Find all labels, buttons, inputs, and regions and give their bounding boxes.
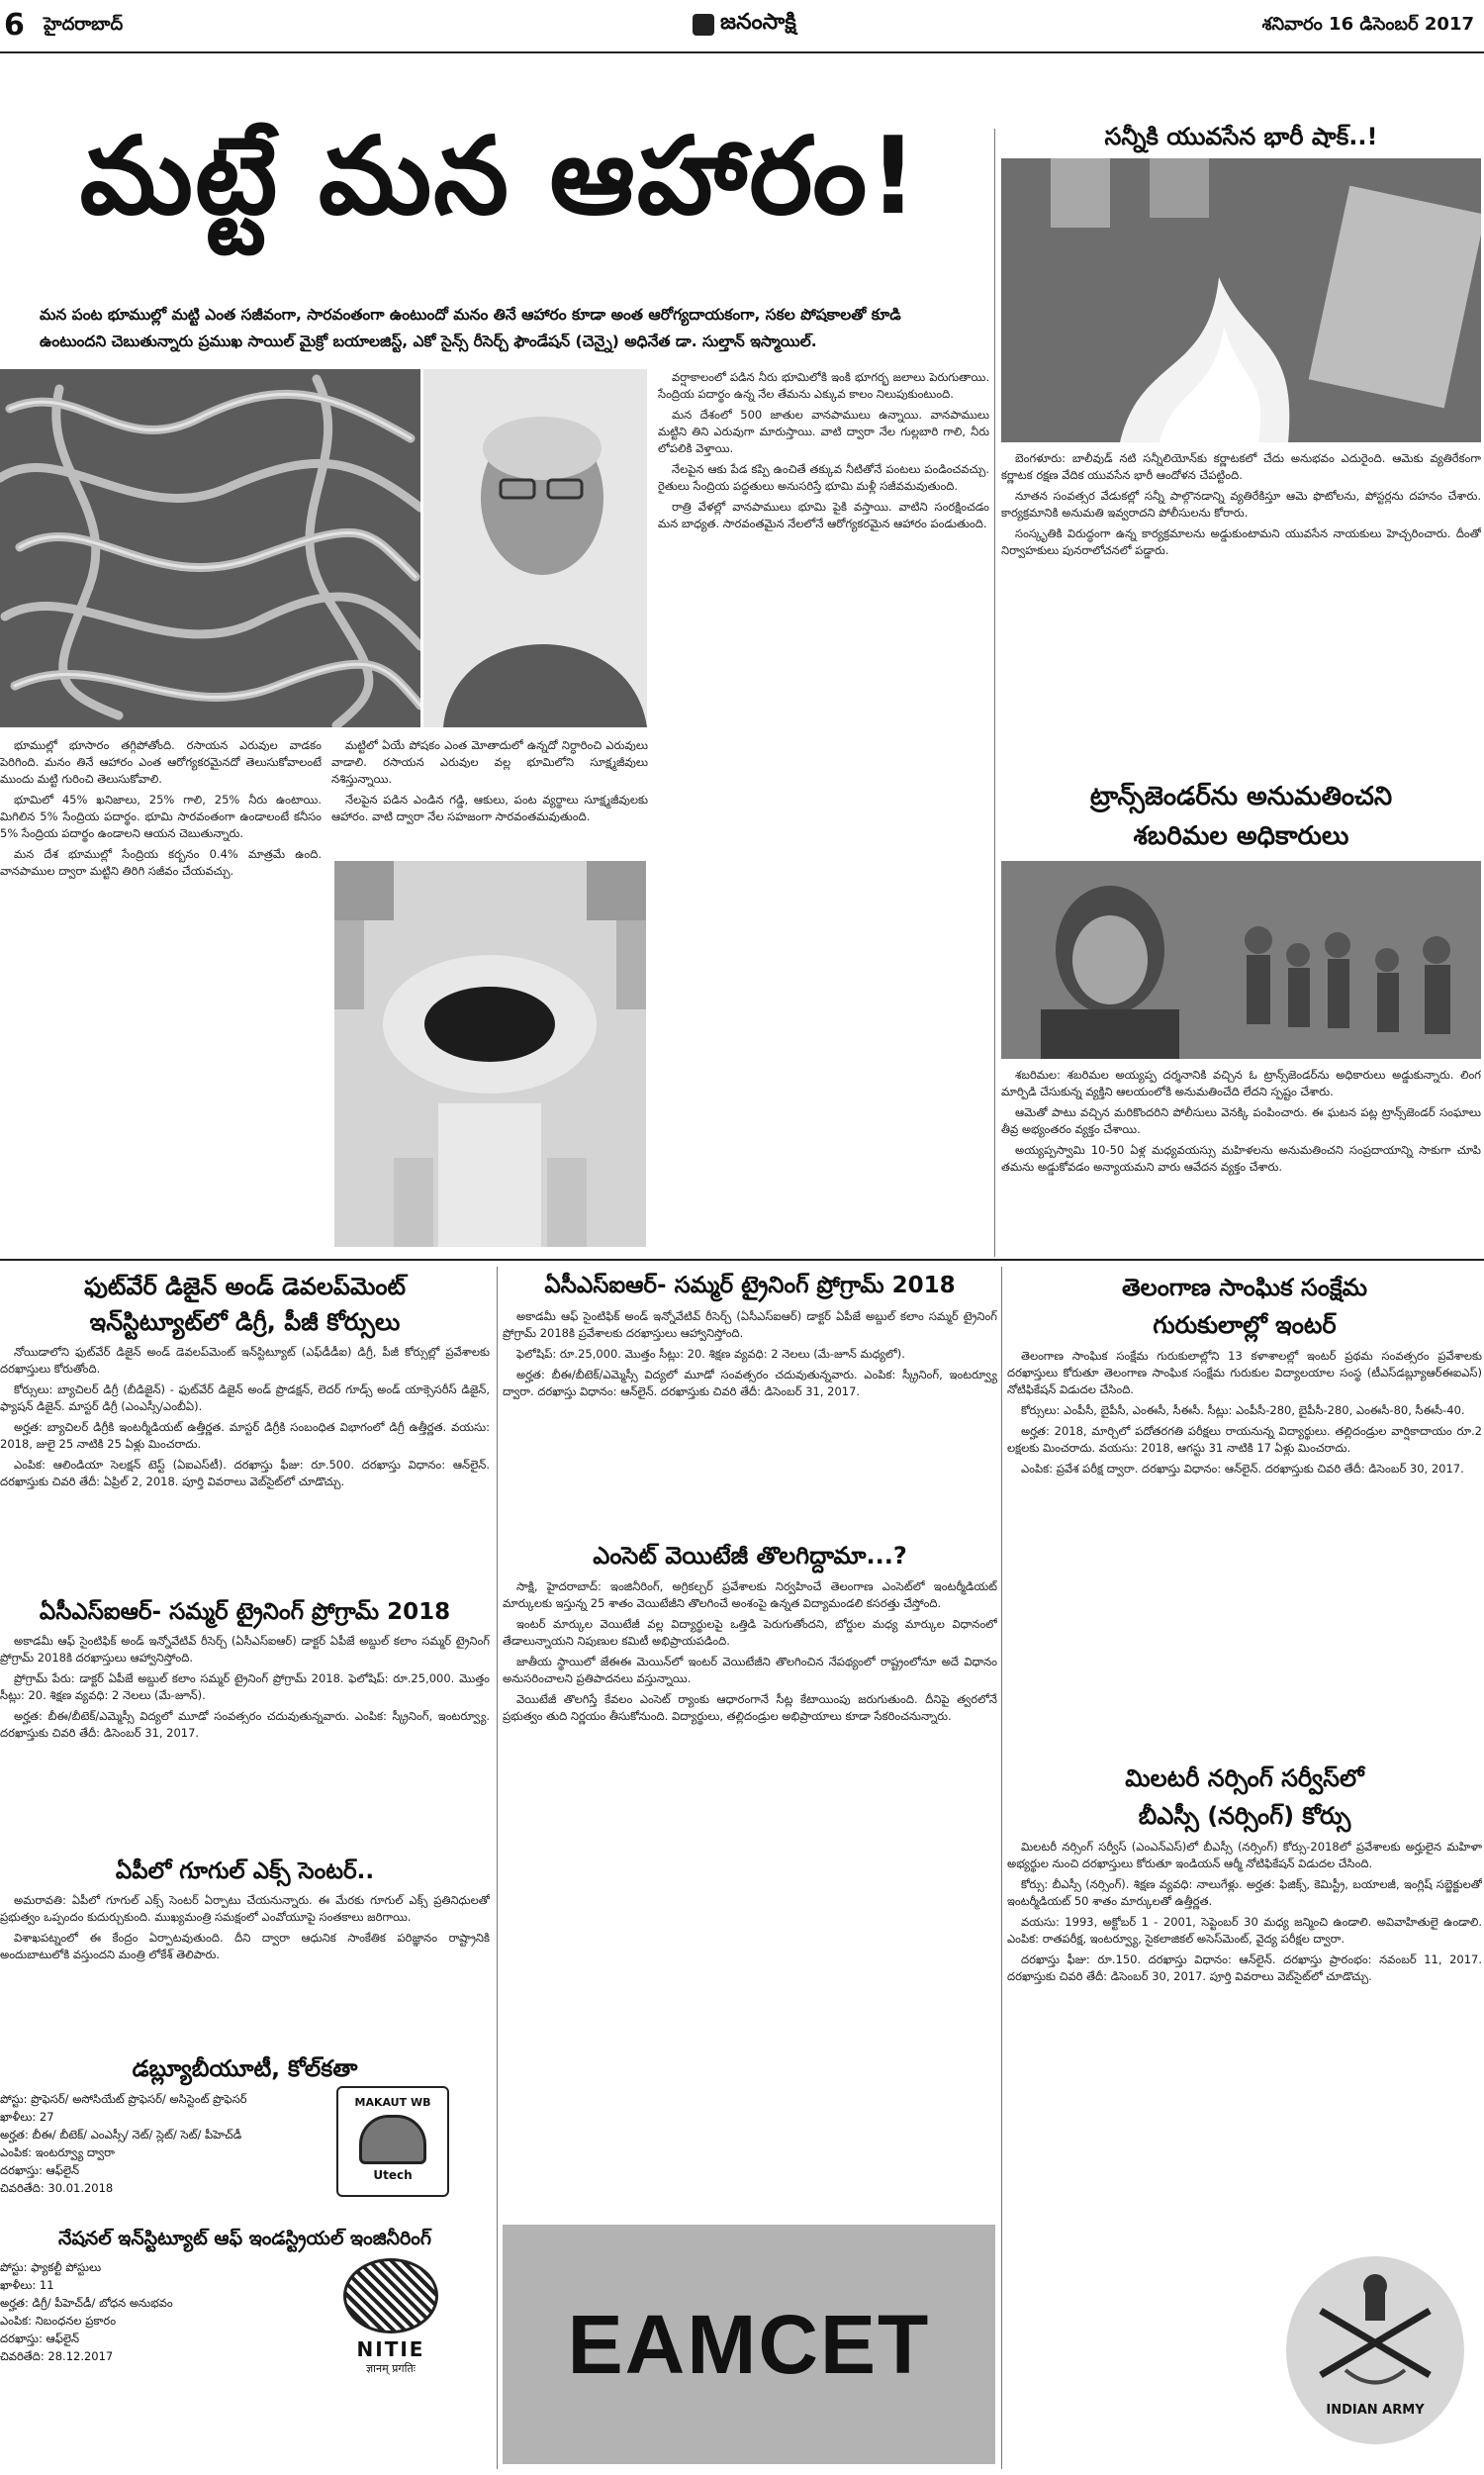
masthead-icon xyxy=(693,14,714,36)
fddi-body xyxy=(0,1344,490,1593)
sabarimala-pilgrims-photo xyxy=(1001,861,1481,1059)
summer-mid-para: అర్హత: బీఈ/బీటెక్/ఎమ్మెస్సీ విద్యలో మూడో సంవత్సరం చదువుతున్నవారు. ఎంపిక: స్క్రీనింగ్, ఇంటర్వ్యూ ద్వారా. దరఖాస్తు విధానం: ఆన్‌లైన్. దరఖాస్తుకు చివరి తేదీ: డిసెంబర్ 31, 2017. xyxy=(503,1368,997,1398)
pixelated-graphic xyxy=(334,861,646,1247)
main-col2-para: నేలపైన పడిన ఎండిన గడ్డి, ఆకులు, పంట వ్యర్థాలు సూక్ష్మజీవులకు ఆహారం. వాటి ద్వారా నేల సహజంగా సారవంతమవుతుంది. xyxy=(331,793,648,823)
bottom-divider-right xyxy=(1001,1267,1002,2469)
fddi-para: కోర్సులు: బ్యాచిలర్ డిగ్రీ (బీడిజైన్) - ఫుట్‌వేర్ డిజైన్ అండ్ ప్రొడక్షన్, లెదర్ గూడ్స్ అండ్ యాక్సెసరీస్ డిజైన్, ఫ్యాషన్ డిజైన్. మాస్టర్ డిగ్రీ (ఎంఎస్సీ/ఎంబీఏ). xyxy=(0,1382,490,1413)
main-col1-para: మన దేశ భూముల్లో సేంద్రియ కర్బనం 0.4% మాత్రమే ఉంది. వానపాముల ద్వారా మట్టిని తిరిగి సజీవం చేయవచ్చు. xyxy=(0,847,322,878)
issue-date: శనివారం 16 డిసెంబర్ 2017 xyxy=(1261,14,1474,35)
main-col3-para: నేలపైన ఆకు పేడ కప్పి ఉంచితే తక్కువ నీటితోనే పంటలు పండించవచ్చు. రైతులు సేంద్రియ పద్ధతులు అనుసరిస్తే భూమి మళ్లీ సజీవమవుతుంది. xyxy=(658,462,989,493)
main-col2 xyxy=(331,737,648,825)
wbut-line: చివరితేది: 30.01.2018 xyxy=(0,2181,114,2195)
military-para: దరఖాస్తు ఫీజు: రూ.150. దరఖాస్తు విధానం: ఆన్‌లైన్. దరఖాస్తు ప్రారంభం: నవంబర్ 11, 2017. దరఖాస్తుకు చివరి తేదీ: డిసెంబర్ 30, 2017. పూర్తి వివరాలు వెబ్‌సైట్‌లో చూడొచ్చు. xyxy=(1007,1952,1482,1983)
earthworms-photo xyxy=(0,369,420,727)
wbut-line: అర్హత: బీఈ/ బీటెక్/ ఎంఎస్సీ/ నెట్/ స్లెట్/ సెట్/ పీహెచ్‌డీ xyxy=(0,2128,242,2142)
pixelated-soil-photo xyxy=(334,861,646,1247)
eamcet-para: జాతీయ స్థాయిలో జేఈఈ మెయిన్‌లో ఇంటర్ వెయిటేజీని తొలగించిన నేపథ్యంలో రాష్ట్రంలోనూ అదే విధానం అనుసరించాలని ప్రతిపాదనలు వస్తున్నాయి. xyxy=(503,1655,997,1685)
nitie-logo-sub: ज्ञानम् प्रगतिः xyxy=(366,2362,416,2375)
makaut-logo-sub: Utech xyxy=(373,2168,413,2182)
fddi-para: అర్హత: బ్యాచిలర్ డిగ్రీకి ఇంటర్మీడియట్ ఉత్తీర్ణత. మాస్టర్ డిగ్రీకి సంబంధిత విభాగంలో డిగ్రీ ఉత్తీర్ణత. వయసు: 2018, జులై 25 నాటికి 25 ఏళ్లు మించరాదు. xyxy=(0,1420,490,1451)
fddi-para: ఎంపిక: ఆలిండియా సెలక్షన్ టెస్ట్ (ఏఐఎస్‌టీ). దరఖాస్తు ఫీజు: రూ.500. దరఖాస్తు విధానం: ఆన్‌లైన్. దరఖాస్తుకు చివరి తేదీ: ఏప్రిల్ 2, 2018. పూర్తి వివరాలు వెబ్‌సైట్‌లో చూడొచ్చు. xyxy=(0,1458,490,1488)
fddi-para: నోయిడాలోని ఫుట్‌వేర్ డిజైన్ అండ్ డెవలప్‌మెంట్ ఇన్‌స్టిట్యూట్ (ఎఫ్‌డీడీఐ) డిగ్రీ, పీజీ కోర్సుల్లో ప్రవేశాలకు దరఖాస్తులు కోరుతోంది. xyxy=(0,1345,490,1376)
wbut-line: పోస్టు: ప్రొఫెసర్/ అసోసియేట్ ప్రొఫెసర్/ అసిస్టెంట్ ప్రొఫెసర్ xyxy=(0,2092,247,2106)
army-emblem-icon xyxy=(1286,2256,1464,2405)
main-col3-para: మన దేశంలో 500 జాతుల వానపాములు ఉన్నాయి. వానపాములు మట్టిని తిని ఎరువుగా మారుస్తాయి. వాటి ద్వారా నేల గుల్లబారి గాలి, నీరు లోపలికి వెళ్తాయి. xyxy=(658,408,989,455)
telangana-para: అర్హత: 2018, మార్చిలో పదోతరగతి పరీక్షలు రాయనున్న విద్యార్థులు. తల్లిదండ్రుల వార్షికాదాయం రూ.2 లక్షలకు మించరాదు. వయసు: 2018, ఆగస్టు 31 నాటికి 17 ఏళ్లు మించరాదు. xyxy=(1007,1424,1482,1455)
sunny-para: బెంగళూరు: బాలీవుడ్ నటి సన్నీలియోన్‌కు కర్ణాటకలో చేదు అనుభవం ఎదురైంది. ఆమెకు వ్యతిరేకంగా కర్ణాటక రక్షణ వేదిక యువసేన భారీ ఆందోళన చేపట్టింది. xyxy=(1001,451,1481,482)
military-headline xyxy=(1007,1760,1482,1835)
indian-army-caption: INDIAN ARMY xyxy=(1326,2403,1425,2418)
subhead-line-2: ఉంటుందని చెబుతున్నారు ప్రముఖ సాయిల్ మైక్రో బయాలజిస్ట్, ఎకో సైన్స్ రీసెర్చ్ ఫౌండేషన్ (చెన్నై) అధినేత డా. సుల్తాన్ ఇస్మాయిల్. xyxy=(40,333,817,350)
sunny-body xyxy=(1001,450,1481,772)
military-para: మిలటరీ నర్సింగ్ సర్వీస్ (ఎంఎన్ఎస్)లో బీఎస్సీ (నర్సింగ్) కోర్సు-2018లో ప్రవేశాలకు అర్హులైన మహిళా అభ్యర్థుల నుంచి దరఖాస్తులు కోరుతూ ఇండియన్ ఆర్మీ నోటిఫికేషన్ విడుదల చేసింది. xyxy=(1007,1840,1482,1870)
summer-left-para: ప్రోగ్రామ్ పేరు: డాక్టర్ ఏపీజే అబ్దుల్ కలాం సమ్మర్ ట్రైనింగ్ ప్రోగ్రామ్ 2018. ఫెలోషిప్: రూ.25,000. మొత్తం సీట్లు: 20. శిక్షణ వ్యవధి: 2 నెలలు (మే-జూన్). xyxy=(0,1671,490,1702)
protest-burning-photo xyxy=(1001,158,1481,442)
wbut-headline: డబ్ల్యూబీయూటీ, కోల్‌కతా xyxy=(132,2056,358,2082)
military-para: వయసు: 1993, అక్టోబర్ 1 - 2001, సెప్టెంబర్ 30 మధ్య జన్మించి ఉండాలి. అవివాహితులై ఉండాలి. ఎంపిక: రాతపరీక్ష, ఇంటర్వ్యూ, సైకలాజికల్ అసెస్‌మెంట్, వైద్య పరీక్షల ద్వారా. xyxy=(1007,1915,1482,1946)
eamcet-banner-text: EAMCET xyxy=(567,2297,931,2391)
sabarimala-para: అయ్యప్పస్వామి 10-50 ఏళ్ల మధ్యవయస్సు మహిళలను అనుమతించని సంప్రదాయాన్ని సాకుగా చూపి తమను అడ్డుకోవడం అన్యాయమని వారు ఆవేదన వ్యక్తం చేశారు. xyxy=(1001,1143,1481,1174)
main-col3-para: రాత్రి వేళల్లో వానపాములు భూమి పైకి వస్తాయి. వాటిని సంరక్షించడం మన బాధ్యత. సారవంతమైన నేలలోనే ఆరోగ్యకరమైన ఆహారం పండుతుంది. xyxy=(658,500,989,530)
main-col3 xyxy=(658,369,989,532)
google-headline: ఏపీలో గూగుల్ ఎక్స్ సెంటర్.. xyxy=(115,1858,375,1884)
sabarimala-headline-line1: ట్రాన్స్‌జెండర్‌ను అనుమతించని xyxy=(1089,782,1393,811)
nitie-line: అర్హత: డిగ్రీ/ పీహెచ్‌డీ/ బోధన అనుభవం xyxy=(0,2296,173,2310)
main-col1 xyxy=(0,737,322,880)
eamcet-para: సాక్షి, హైదరాబాద్: ఇంజినీరింగ్, అగ్రికల్చర్ ప్రవేశాలకు నిర్వహించే తెలంగాణ ఎంసెట్‌లో ఇంటర్మీడియట్ మార్కులకు ఇస్తున్న 25 శాతం వెయిటేజీని తొలగించే అంశంపై ఉన్నత విద్యామండలి కసరత్తు చేస్తోంది. xyxy=(503,1579,997,1610)
page-number: 6 xyxy=(4,8,25,43)
telangana-headline-line1: తెలంగాణ సాంఘిక సంక్షేమ xyxy=(1122,1274,1367,1301)
nitie-line: ఎంపిక: నిబంధనల ప్రకారం xyxy=(0,2314,117,2328)
protest-graphic xyxy=(1001,158,1481,442)
masthead-logo xyxy=(693,8,796,42)
military-headline-line1: మిలటరీ నర్సింగ్ సర్వీస్‌లో xyxy=(1125,1764,1364,1792)
indian-army-logo xyxy=(1286,2256,1464,2444)
telangana-headline-line2: గురుకులాల్లో ఇంటర్ xyxy=(1153,1311,1337,1339)
city-label: హైదరాబాద్ xyxy=(44,14,124,35)
fddi-headline-line1: ఫుట్‌వేర్ డిజైన్ అండ్ డెవలప్‌మెంట్ xyxy=(83,1273,407,1300)
sunny-para: నూతన సంవత్సర వేడుకల్లో సన్నీ పాల్గొనడాన్ని వ్యతిరేకిస్తూ ఆమె ఫొటోలను, పోస్టర్లను దహనం చేశారు. కార్యక్రమానికి అనుమతి ఇవ్వరాదని పోలీసులను కోరారు. xyxy=(1001,489,1481,520)
main-col3-block xyxy=(658,369,989,1248)
earthworms-graphic xyxy=(0,369,420,727)
summer-left-para: అకాడమీ ఆఫ్ సైంటిఫిక్ అండ్ ఇన్నోవేటివ్ రీసెర్చ్ (ఏసీఎస్ఐఆర్) డాక్టర్ ఏపీజే అబ్దుల్ కలాం సమ్మర్ ట్రైనింగ్ ప్రోగ్రామ్ 2018కి దరఖాస్తులు ఆహ్వానిస్తోంది. xyxy=(0,1634,490,1665)
main-col2-block xyxy=(331,737,648,846)
telangana-para: ఎంపిక: ప్రవేశ పరీక్ష ద్వారా. దరఖాస్తు విధానం: ఆన్‌లైన్. దరఖాస్తుకు చివరి తేదీ: డిసెంబర్ 30, 2017. xyxy=(1021,1462,1464,1475)
sabarimala-body xyxy=(1001,1067,1481,1255)
pilgrims-graphic xyxy=(1001,861,1481,1059)
makaut-logo-emblem xyxy=(359,2115,426,2164)
google-para: అమరావతి: ఏపీలో గూగుల్ ఎక్స్ సెంటర్ ఏర్పాటు చేయనున్నారు. ఈ మేరకు గూగుల్ ఎక్స్ ప్రతినిధులతో ప్రభుత్వం ఒప్పందం కుదుర్చుకుంది. ముఖ్యమంత్రి సమక్షంలో ఎంవోయూపై సంతకాలు జరిగాయి. xyxy=(0,1893,490,1924)
nitie-logo-text: NITIE xyxy=(356,2337,425,2361)
scientist-graphic xyxy=(423,369,647,727)
telangana-body xyxy=(1007,1348,1482,1754)
telangana-headline xyxy=(1007,1269,1482,1344)
summer-mid-headline: ఏసీఎస్ఐఆర్- సమ్మర్ ట్రైనింగ్ ప్రోగ్రామ్ 2018 xyxy=(544,1273,956,1298)
makaut-logo xyxy=(336,2086,449,2197)
summer-mid-body xyxy=(503,1308,997,1534)
fddi-headline xyxy=(0,1269,490,1340)
eamcet-headline: ఎంసెట్ వెయిటేజీ తొలగిద్దామా...? xyxy=(593,1542,907,1570)
wbut-line: దరఖాస్తు: ఆఫ్‌లైన్ xyxy=(0,2163,80,2177)
main-headline: మట్టే మన ఆహారం! xyxy=(79,115,920,238)
masthead-name: జనంసాక్షి xyxy=(720,10,796,35)
military-para: కోర్సు: బీఎస్సీ (నర్సింగ్). శిక్షణ వ్యవధి: నాలుగేళ్లు. అర్హత: ఫిజిక్స్, కెమిస్ట్రీ, బయాలజీ, ఇంగ్లిష్ సబ్జెక్టులతో ఇంటర్మీడియట్ 50 శాతం మార్కులతో ఉత్తీర్ణత. xyxy=(1007,1877,1482,1908)
summer-left-body xyxy=(0,1633,490,1851)
wbut-line: ఖాళీలు: 27 xyxy=(0,2110,54,2124)
main-subhead xyxy=(40,302,979,355)
nitie-line: పోస్టు: ఫ్యాకల్టీ పోస్టులు xyxy=(0,2260,102,2274)
nitie-line: దరఖాస్తు: ఆఫ్‌లైన్ xyxy=(0,2332,80,2345)
nitie-logo xyxy=(326,2258,455,2382)
sabarimala-headline-line2: శబరిమల అధికారులు xyxy=(1133,821,1349,851)
summer-left-headline: ఏసీఎస్ఐఆర్- సమ్మర్ ట్రైనింగ్ ప్రోగ్రామ్ 2018 xyxy=(39,1599,451,1625)
header-divider xyxy=(0,51,1484,53)
nitie-headline: నేషనల్ ఇన్‌స్టిట్యూట్ ఆఫ్ ఇండస్ట్రియల్ ఇంజినీరింగ్ xyxy=(58,2228,431,2249)
summer-mid-para: ఫెలోషిప్: రూ.25,000. మొత్తం సీట్లు: 20. శిక్షణ వ్యవధి: 2 నెలలు (మే-జూన్ మధ్యలో). xyxy=(516,1347,905,1361)
fddi-headline-line2: ఇన్‌స్టిట్యూట్‌లో డిగ్రీ, పీజీ కోర్సులు xyxy=(89,1308,401,1336)
header-bar xyxy=(0,0,1484,55)
military-headline-line2: బీఎస్సీ (నర్సింగ్) కోర్సు xyxy=(1138,1802,1351,1830)
sunny-headline: సన్నీకి యువసేన భారీ షాక్..! xyxy=(1104,123,1378,150)
nitie-line: చివరితేది: 28.12.2017 xyxy=(0,2349,114,2363)
main-col1-para: భూమిలో 45% ఖనిజాలు, 25% గాలి, 25% నీరు ఉంటాయి. మిగిలిన 5% సేంద్రియ పదార్థం. భూమి సారవంతంగా ఉండాలంటే కనీసం 5% సేంద్రియ పదార్థం ఉండాలని ఆయన చెబుతున్నారు. xyxy=(0,793,322,840)
main-col1-para: భూముల్లో భూసారం తగ్గిపోతోంది. రసాయన ఎరువుల వాడకం పెరిగింది. మనం తినే ఆహారం ఎంత ఆరోగ్యకరమైనదో తెలుసుకోవాలంటే ముందు మట్టి గురించి తెలుసుకోవాలి. xyxy=(0,738,322,786)
subhead-line-1: మన పంట భూముల్లో మట్టి ఎంత సజీవంగా, సారవంతంగా ఉంటుందో మనం తినే ఆహారం కూడా అంత ఆరోగ్యదాయకంగా, సకల పోషకాలతో కూడి xyxy=(40,306,901,324)
main-caption xyxy=(0,737,322,1252)
wbut-line: ఎంపిక: ఇంటర్వ్యూ ద్వారా xyxy=(0,2145,115,2159)
nitie-logo-emblem xyxy=(343,2258,438,2333)
main-col2-para: మట్టిలో ఏయే పోషకం ఎంత మోతాదులో ఉన్నదో నిర్ధారించి ఎరువులు వాడాలి. రసాయన ఎరువుల వల్ల భూమిలోని సూక్ష్మజీవులు నశిస్తున్నాయి. xyxy=(331,738,648,786)
sabarimala-headline xyxy=(1001,777,1481,856)
telangana-para: తెలంగాణ సాంఘిక సంక్షేమ గురుకులాల్లోని 13 కళాశాలల్లో ఇంటర్ ప్రథమ సంవత్సరం ప్రవేశాలకు దరఖాస్తులు కోరుతూ తెలంగాణ సాంఘిక సంక్షేమ గురుకుల విద్యాలయాల సంస్థ (టీఎస్‌డబ్ల్యూఆర్ఈఐఎస్) నోటిఫికేషన్ విడుదల చేసింది. xyxy=(1007,1349,1482,1396)
nitie-line: ఖాళీలు: 11 xyxy=(0,2278,54,2292)
scientist-portrait-photo xyxy=(423,369,647,727)
military-body xyxy=(1007,1839,1482,2205)
column-divider xyxy=(994,129,995,1257)
sabarimala-para: ఆమెతో పాటు వచ్చిన మరికొందరిని పోలీసులు వెనక్కి పంపించారు. ఈ ఘటన పట్ల ట్రాన్స్‌జెండర్ సంఘాలు తీవ్ర అభ్యంతరం వ్యక్తం చేశాయి. xyxy=(1001,1105,1481,1136)
sabarimala-para: శబరిమల: శబరిమల అయ్యప్ప దర్శనానికి వచ్చిన ఓ ట్రాన్స్‌జెండర్‌ను అధికారులు అడ్డుకున్నారు. లింగ మార్పిడి చేసుకున్న వ్యక్తిని ఆలయంలోకి అనుమతించేది లేదని స్పష్టం చేశారు. xyxy=(1001,1068,1481,1098)
summer-left-para: అర్హత: బీఈ/బీటెక్/ఎమ్మెస్సీ విద్యలో మూడో సంవత్సరం చదువుతున్నవారు. ఎంపిక: స్క్రీనింగ్, ఇంటర్వ్యూ. దరఖాస్తుకు చివరి తేదీ: డిసెంబర్ 31, 2017. xyxy=(0,1709,490,1740)
google-para: విశాఖపట్నంలో ఈ కేంద్రం ఏర్పాటవుతుంది. దీని ద్వారా ఆధునిక సాంకేతిక పరిజ్ఞానం రాష్ట్రానికి అందుబాటులోకి వస్తుందని మంత్రి లోకేశ్ తెలిపారు. xyxy=(0,1931,490,1961)
eamcet-banner xyxy=(503,2225,995,2464)
wbut-body xyxy=(0,2090,317,2219)
nitie-body xyxy=(0,2258,317,2387)
eamcet-para: ఇంటర్ మార్కుల వెయిటేజీ వల్ల విద్యార్థులపై ఒత్తిడి పెరుగుతోందని, బోర్డుల మధ్య మార్కుల విధానంలో తేడాలున్నాయని నిపుణుల కమిటీ అభిప్రాయపడింది. xyxy=(503,1617,997,1648)
makaut-logo-text: MAKAUT WB xyxy=(354,2096,431,2109)
eamcet-para: వెయిటేజీ తొలగిస్తే కేవలం ఎంసెట్ ర్యాంకు ఆధారంగానే సీట్ల కేటాయింపు జరుగుతుంది. దీనిపై త్వరలోనే ప్రభుత్వం తుది నిర్ణయం తీసుకోనుంది. విద్యార్థులు, తల్లిదండ్రుల అభిప్రాయాలు కూడా సేకరించనున్నారు. xyxy=(503,1692,997,1723)
telangana-para: కోర్సులు: ఎంపీసీ, బైపీసీ, ఎంఈసీ, సీఈసీ. సీట్లు: ఎంపీసీ-280, బైపీసీ-280, ఎంఈసీ-80, సీఈసీ-40. xyxy=(1021,1403,1465,1417)
bottom-divider-left xyxy=(497,1267,498,2469)
section-divider xyxy=(0,1259,1484,1261)
google-body xyxy=(0,1892,490,2041)
summer-mid-para: అకాడమీ ఆఫ్ సైంటిఫిక్ అండ్ ఇన్నోవేటివ్ రీసెర్చ్ (ఏసీఎస్ఐఆర్) డాక్టర్ ఏపీజే అబ్దుల్ కలాం సమ్మర్ ట్రైనింగ్ ప్రోగ్రామ్ 2018కి ప్రవేశాలకు దరఖాస్తులు ఆహ్వానిస్తోంది. xyxy=(503,1309,997,1340)
sunny-para: సంస్కృతికి విరుద్ధంగా ఉన్న కార్యక్రమాలను అడ్డుకుంటామని యువసేన నాయకులు హెచ్చరించారు. దీంతో నిర్వాహకులు పునరాలోచనలో పడ్డారు. xyxy=(1001,526,1481,557)
main-col3-para: వర్షాకాలంలో పడిన నీరు భూమిలోకి ఇంకి భూగర్భ జలాలు పెరుగుతాయి. సేంద్రియ పదార్థం ఉన్న నేల తేమను ఎక్కువ కాలం నిలుపుకుంటుంది. xyxy=(658,370,989,401)
eamcet-body xyxy=(503,1578,997,2182)
